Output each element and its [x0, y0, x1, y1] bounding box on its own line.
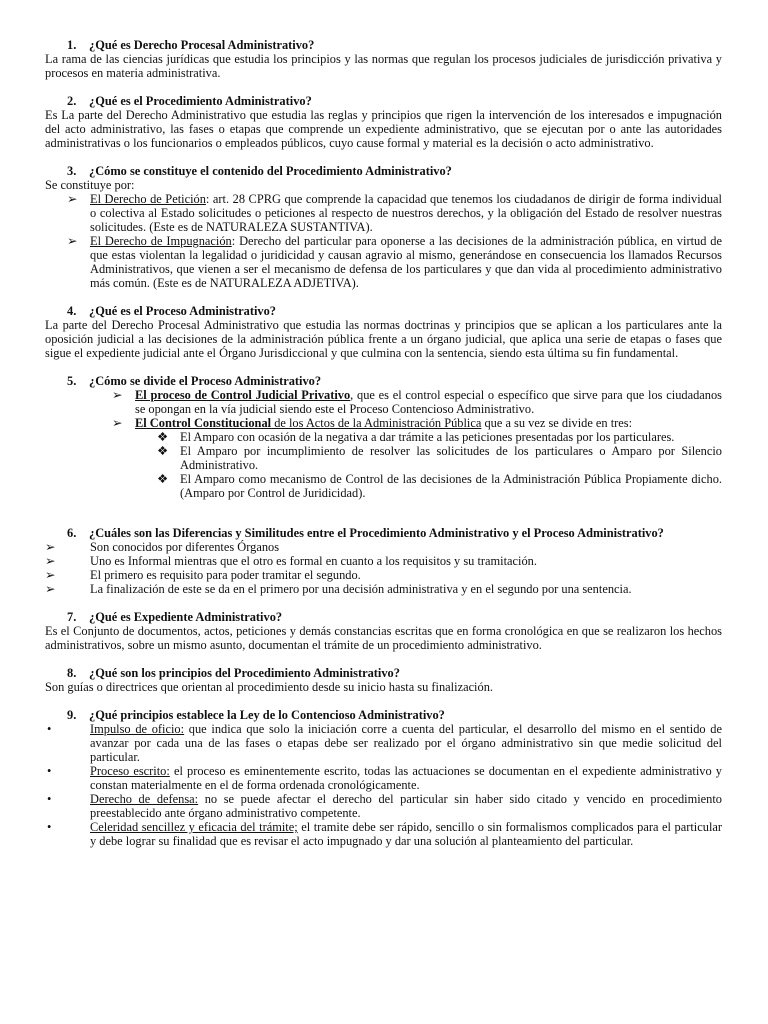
bullet-icon: • [47, 764, 52, 778]
list-item-term: El Control Constitucional [135, 416, 272, 430]
list-item-text: La finalización de este se da en el primero por una decisión administrativa y en el segundo por una sentencia. [90, 582, 632, 596]
arrow-bullet-icon: ➢ [45, 554, 56, 568]
answer-5-list [45, 388, 722, 430]
question-2-heading [45, 94, 722, 108]
question-title: ¿Cuáles son las Diferencias y Similitudes entre el Procedimiento Administrativo y el Proceso Administrativo? [89, 526, 664, 540]
question-title: ¿Qué es Expediente Administrativo? [89, 610, 283, 624]
question-5-heading [45, 374, 722, 388]
list-item-text: El Amparo como mecanismo de Control de las decisiones de la Administración Pública Propiamente dicho. (Amparo por Control de Juridicidad). [180, 472, 722, 500]
question-title: ¿Qué son los principios del Procedimiento Administrativo? [89, 666, 400, 680]
bullet-icon: • [47, 820, 52, 834]
list-item [45, 416, 722, 430]
list-item-term: Derecho de defensa: [90, 792, 199, 806]
answer-2: Es La parte del Derecho Administrativo que estudia las reglas y principios que rigen la intervención de los interesados e impugnación del acto administrativo, las fases o etapas que comprende un expediente administrativo, que se ejecutan por o ante las autoridades administrativas o los funcionarios o empleados públicos, cuyo cause formal y material es la decisión o acto administrativo. [45, 108, 722, 150]
list-item-text: Uno es Informal mientras que el otro es formal en cuanto a los requisitos y su tramitación. [90, 554, 537, 568]
arrow-bullet-icon: ➢ [67, 192, 78, 206]
question-number: 2. [67, 94, 77, 108]
question-3-heading [45, 164, 722, 178]
document-content [45, 38, 722, 848]
question-number: 4. [67, 304, 77, 318]
list-item-text: : art. 28 CPRG que comprende la capacidad que tenemos los ciudadanos de dirigir de forma individual o colectiva al Estado solicitudes o peticiones al respecto de nuestros derechos, y la obligación del Estado de resolver nuestras solicitudes. (Este es de NATURALEZA SUSTANTIVA). [90, 192, 722, 234]
answer-4: La parte del Derecho Procesal Administrativo que estudia las normas doctrinas y principios que se aplican a los particulares ante la oposición judicial a las decisiones de la administración pública frente a un órgano judicial, que aplica una serie de etapas o fases que sigue el expediente judicial ante el Órgano Jurisdiccional y que culmina con la sentencia, siendo esta última su fin fundamental. [45, 318, 722, 360]
list-item-term-rest: de los Actos de la Administración Pública [271, 416, 482, 430]
arrow-bullet-icon: ➢ [67, 234, 78, 248]
list-item-term: Impulso de oficio: [90, 722, 185, 736]
list-item-text: el tramite debe ser rápido, sencillo o sin formalismos complicados para el particular y debe lograr su finalidad que es revisar el acto impugnado y dar una solución al planteamiento del particular. [90, 820, 723, 848]
bullet-icon: • [47, 792, 52, 806]
question-number: 7. [67, 610, 77, 624]
list-item-text: El Amparo con ocasión de la negativa a dar trámite a las peticiones presentadas por los particulares. [180, 430, 675, 444]
list-item [45, 444, 722, 472]
list-item [45, 192, 722, 234]
list-item [45, 582, 722, 596]
arrow-bullet-icon: ➢ [112, 416, 123, 430]
question-number: 9. [67, 708, 77, 722]
question-7-heading [45, 610, 722, 624]
list-item [45, 820, 722, 848]
diamond-bullet-icon: ❖ [157, 472, 169, 486]
arrow-bullet-icon: ➢ [112, 388, 123, 402]
list-item-term: Proceso escrito: [90, 764, 170, 778]
question-title: ¿Qué es el Procedimiento Administrativo? [89, 94, 312, 108]
answer-8: Son guías o directrices que orientan al procedimiento desde su inicio hasta su finalización. [45, 680, 493, 694]
list-item [45, 388, 722, 416]
answer-1: La rama de las ciencias jurídicas que estudia los principios y las normas que regulan los procesos judiciales de jurisdicción privativa y procesos en materia administrativa. [45, 52, 722, 80]
question-title: ¿Cómo se divide el Proceso Administrativo? [89, 374, 322, 388]
list-item-text: El Amparo por incumplimiento de resolver las solicitudes de los particulares o Amparo por Silencio Administrativo. [180, 444, 722, 472]
list-item-text: que indica que solo la iniciación corre a cuenta del particular, el desarrollo del mismo en el sentido de avanzar por cada una de las fases o etapas debe ser realizado por el órgano administrativo sin que medie solicitud del particular. [90, 722, 722, 764]
question-number: 1. [67, 38, 77, 52]
question-4-heading [45, 304, 722, 318]
list-item [45, 540, 722, 554]
question-8-heading [45, 666, 722, 680]
answer-9-list [45, 722, 722, 848]
answer-7: Es el Conjunto de documentos, actos, peticiones y demás constancias escritas que en forma cronológica en que se realizaron los hechos administrativos, sobre un mismo asunto, documentan el trámite de un procedimiento administrativo. [45, 624, 722, 652]
list-item-term: El Derecho de Petición [90, 192, 206, 206]
list-item-text: que a su vez se divide en tres: [481, 416, 633, 430]
question-title: ¿Qué principios establece la Ley de lo Contencioso Administrativo? [89, 708, 445, 722]
list-item [45, 792, 722, 820]
answer-5-sublist [45, 430, 722, 500]
list-item [45, 430, 722, 444]
list-item-term: El proceso de Control Judicial Privativo [135, 388, 351, 402]
question-9-heading [45, 708, 722, 722]
question-number: 3. [67, 164, 77, 178]
diamond-bullet-icon: ❖ [157, 444, 169, 458]
question-number: 8. [67, 666, 77, 680]
list-item-text: no se puede afectar el derecho del particular sin haber sido citado y vencido en procedimiento preestablecido ante órgano administrativo competente. [90, 792, 722, 820]
arrow-bullet-icon: ➢ [45, 582, 56, 596]
list-item [45, 764, 722, 792]
list-item-term: El Derecho de Impugnación [90, 234, 232, 248]
question-6-heading [45, 526, 722, 540]
question-title: ¿Qué es Derecho Procesal Administrativo? [89, 38, 315, 52]
question-title: ¿Qué es el Proceso Administrativo? [89, 304, 276, 318]
list-item-text: Son conocidos por diferentes Órganos [90, 540, 280, 554]
bullet-icon: • [47, 722, 52, 736]
list-item [45, 722, 722, 764]
arrow-bullet-icon: ➢ [45, 540, 56, 554]
list-item-text: el proceso es eminentemente escrito, todas las actuaciones se documentan en el expediente administrativo y constan materialmente en el de forma ordenada cronológicamente. [90, 764, 722, 792]
list-item [45, 472, 722, 500]
answer-3-list [45, 192, 722, 290]
answer-3-intro: Se constituye por: [45, 178, 135, 192]
list-item [45, 554, 722, 568]
answer-6-list [45, 540, 722, 596]
diamond-bullet-icon: ❖ [157, 430, 169, 444]
question-number: 5. [67, 374, 77, 388]
list-item-text: El primero es requisito para poder tramitar el segundo. [90, 568, 361, 582]
question-title: ¿Cómo se constituye el contenido del Procedimiento Administrativo? [89, 164, 452, 178]
question-1-heading [45, 38, 722, 52]
list-item [45, 234, 722, 290]
question-number: 6. [67, 526, 77, 540]
list-item [45, 568, 722, 582]
list-item-text: : Derecho del particular para oponerse a las decisiones de la administración pública, en virtud de que estas violentan la legalidad o juridicidad y causan agravio al mismo, generándose en consecuencia los llamados Recursos Administrativos, que vienen a ser el mecanismo de defensa de los particulares y que dan vida al procedimiento administrativo más común. (Este es de NATURALEZA ADJETIVA). [90, 234, 722, 290]
arrow-bullet-icon: ➢ [45, 568, 56, 582]
list-item-term: Celeridad sencillez y eficacia del trámite; [90, 820, 298, 834]
list-item-text: , que es el control especial o específico que sirve para que los ciudadanos se opongan en la vía judicial siendo este el Proceso Contencioso Administrativo. [135, 388, 722, 416]
